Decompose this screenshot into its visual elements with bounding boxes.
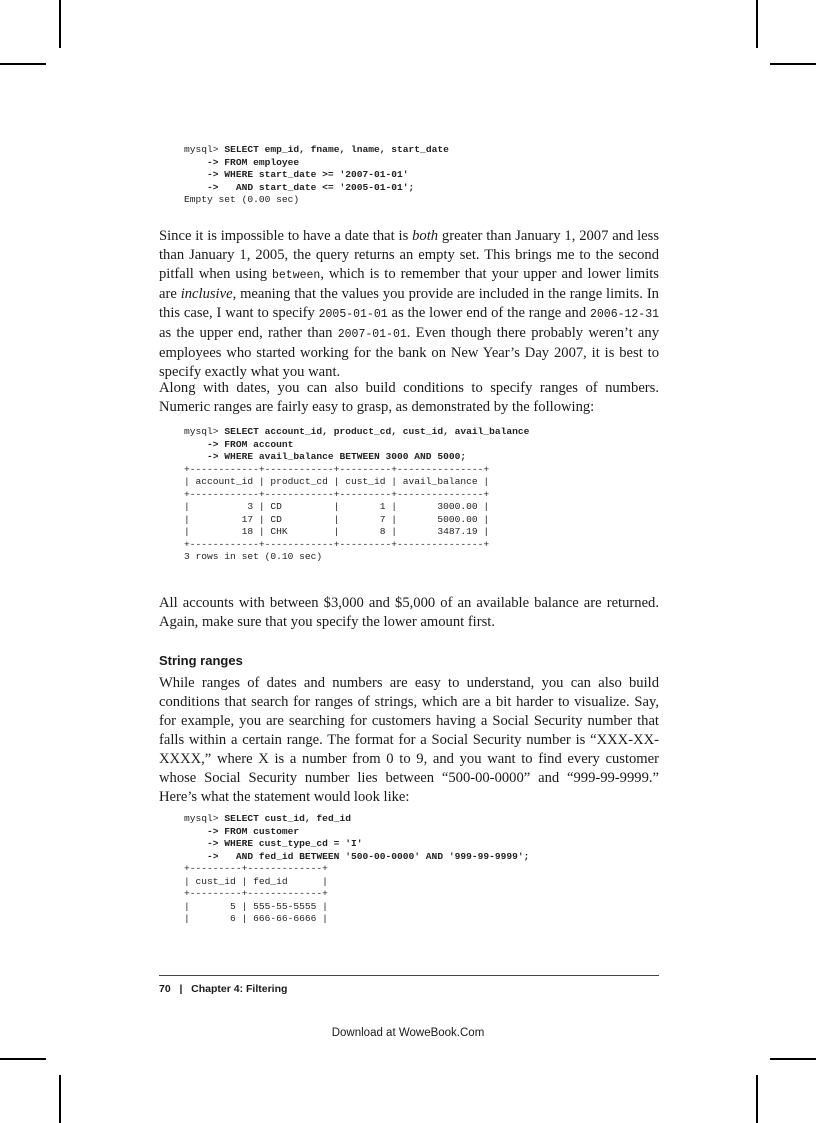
code-block-3 — [184, 813, 529, 926]
code-block-1 — [184, 144, 449, 207]
text-run: as the lower end of the range and — [387, 305, 590, 321]
emphasis: inclusive — [180, 286, 233, 302]
text-run: greater than January 1, 2007 and less than January 1, 2005, the query returns an empty set. This brings me to the second pitfall when using — [159, 228, 659, 282]
code-text: SELECT emp_id, fname, lname, start_date — [224, 144, 449, 155]
code-result: Empty set (0.00 sec) — [184, 194, 300, 205]
code-text: SELECT cust_id, fed_id — [224, 813, 351, 824]
table-border: +---------+-------------+ — [184, 863, 328, 874]
chapter-title: Chapter 4: Filtering — [191, 983, 288, 995]
crop-mark — [59, 1075, 61, 1123]
inline-code: 2005-01-01 — [318, 308, 388, 321]
text-run: Since it is impossible to have a date that is — [159, 228, 413, 244]
text-run: as the upper end, rather than — [159, 325, 338, 341]
text-run: , meaning that the values you provide are included in the range limits. In this case, I want to specify — [159, 286, 659, 321]
paragraph-string-ranges: While ranges of dates and numbers are easy to understand, you can also build conditions that search for ranges of strings, which are a bit harder to visualize. Say, for example, you are searching for customers having a Social Security number that falls within a certain range. The format for a Social Security number is “XXX-XX-XXXX,” where X is a number from 0 to 9, and you want to find every customer whose Social Security number lies between “500-00-0000” and “999-99-9999.” Here’s what the statement would look like: — [159, 675, 659, 805]
table-row: | 5 | 555-55-5555 | — [184, 900, 328, 912]
table-header: | account_id | product_cd | cust_id | avail_balance | — [184, 476, 490, 487]
crop-mark — [756, 0, 758, 48]
text-run: , which is to remember that your upper and lower limits are — [159, 266, 659, 302]
code-line: -> FROM account — [184, 438, 294, 450]
code-text: SELECT account_id, product_cd, cust_id, avail_balance — [224, 426, 530, 437]
page-footer — [159, 983, 287, 995]
text-run: . Even though there probably weren’t any employees who started working for the bank on New Year’s Day 2007, it is best to specify exactly what you want. — [159, 325, 659, 380]
crop-mark — [770, 1058, 816, 1060]
table-border: +------------+------------+---------+---------------+ — [184, 463, 490, 475]
crop-mark — [756, 1075, 758, 1123]
table-row: | 6 | 666-66-6666 | — [184, 913, 328, 924]
table-row: | 3 | CD | 1 | 3000.00 | — [184, 501, 490, 512]
crop-mark — [0, 1058, 46, 1060]
page-number: 70 — [159, 983, 171, 995]
paragraph-numeric-ranges: Along with dates, you can also build conditions to specify ranges of numbers. Numeric ranges are fairly easy to grasp, as demonstrated by the following: — [159, 380, 659, 415]
inline-code: between — [272, 269, 321, 282]
footer-rule — [159, 975, 659, 976]
code-block-2 — [184, 426, 529, 564]
code-result: 3 rows in set (0.10 sec) — [184, 551, 323, 562]
table-header: | cust_id | fed_id | — [184, 875, 328, 887]
paragraph-accounts-returned: All accounts with between $3,000 and $5,000 of an available balance are returned. Again, make sure that you specify the lower amount first. — [159, 595, 659, 630]
code-prompt: mysql> — [184, 144, 225, 155]
code-line: -> AND start_date <= '2005-01-01'; — [184, 181, 415, 193]
inline-code: 2006-12-31 — [589, 308, 659, 321]
table-border: +------------+------------+---------+---------------+ — [184, 488, 490, 500]
code-line — [184, 426, 529, 439]
download-note: Download at WoweBook.Com — [331, 1027, 485, 1039]
crop-mark — [59, 0, 61, 48]
table-row: | 18 | CHK | 8 | 3487.19 | — [184, 526, 490, 537]
code-line: -> FROM customer — [184, 825, 300, 837]
code-line — [184, 813, 529, 826]
inline-code: 2007-01-01 — [337, 328, 407, 341]
code-line: -> WHERE cust_type_cd = 'I' — [184, 838, 363, 849]
table-border: +------------+------------+---------+---------------+ — [184, 538, 490, 550]
emphasis: both — [412, 228, 439, 244]
section-heading: String ranges — [159, 653, 243, 668]
code-prompt: mysql> — [184, 813, 225, 824]
code-line: -> FROM employee — [184, 156, 300, 168]
code-line — [184, 144, 449, 157]
code-prompt: mysql> — [184, 426, 225, 437]
footer-separator: | — [179, 983, 183, 995]
table-border: +---------+-------------+ — [184, 888, 328, 899]
crop-mark — [770, 63, 816, 65]
code-line: -> WHERE start_date >= '2007-01-01' — [184, 169, 409, 180]
table-row: | 17 | CD | 7 | 5000.00 | — [184, 513, 490, 525]
crop-mark — [0, 63, 46, 65]
paragraph-between-pitfall — [159, 227, 659, 382]
code-line: -> WHERE avail_balance BETWEEN 3000 AND 5000; — [184, 451, 467, 462]
code-line: -> AND fed_id BETWEEN '500-00-0000' AND '999-99-9999'; — [184, 850, 530, 862]
